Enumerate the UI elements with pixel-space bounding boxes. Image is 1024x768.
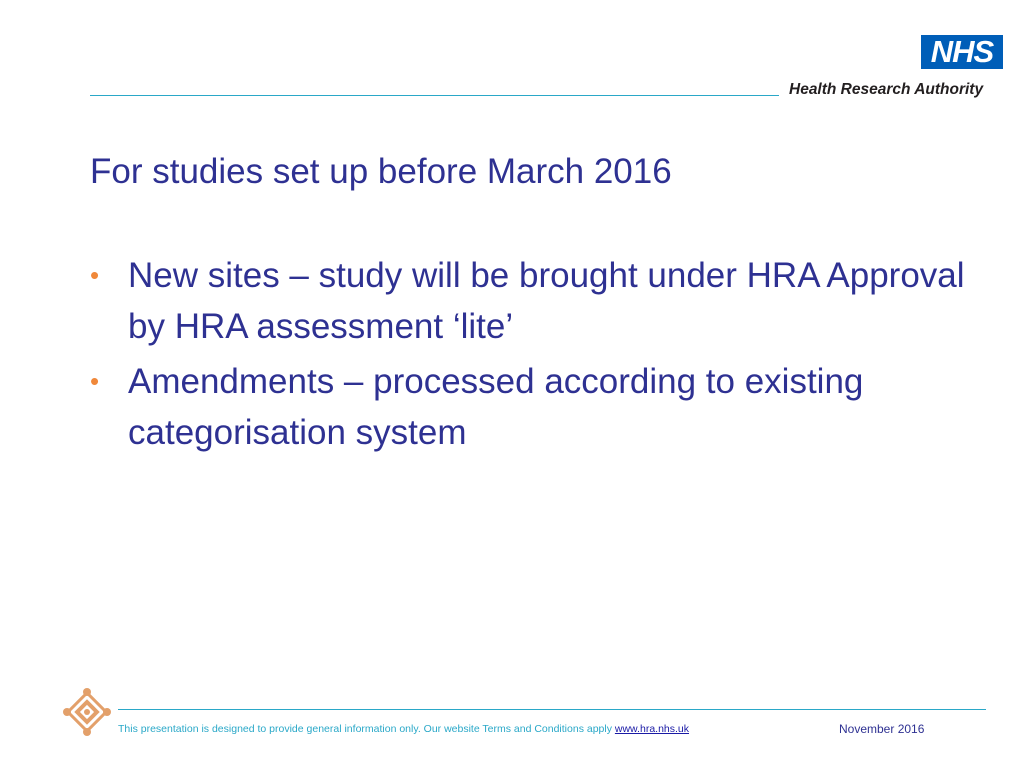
nhs-logo: NHS [921, 35, 1003, 69]
hra-emblem-icon [61, 686, 113, 738]
disclaimer-text: This presentation is designed to provide general information only. Our website Terms and Conditions apply [118, 723, 615, 735]
header-divider [90, 95, 779, 96]
bullet-list [90, 250, 970, 462]
website-link[interactable]: www.hra.nhs.uk [614, 723, 690, 735]
bullet-text: New sites – study will be brought under HRA Approval by HRA assessment ‘lite’ [128, 256, 965, 346]
footer-date: November 2016 [839, 722, 925, 736]
bullet-item [90, 356, 970, 458]
bullet-marker: • [90, 366, 100, 396]
footer-disclaimer [118, 723, 689, 735]
footer-divider [118, 709, 986, 710]
bullet-marker: • [90, 260, 100, 290]
organisation-name: Health Research Authority [789, 81, 984, 98]
bullet-item [90, 250, 970, 352]
slide-title: For studies set up before March 2016 [90, 152, 672, 191]
bullet-text: Amendments – processed according to existing categorisation system [128, 362, 864, 452]
